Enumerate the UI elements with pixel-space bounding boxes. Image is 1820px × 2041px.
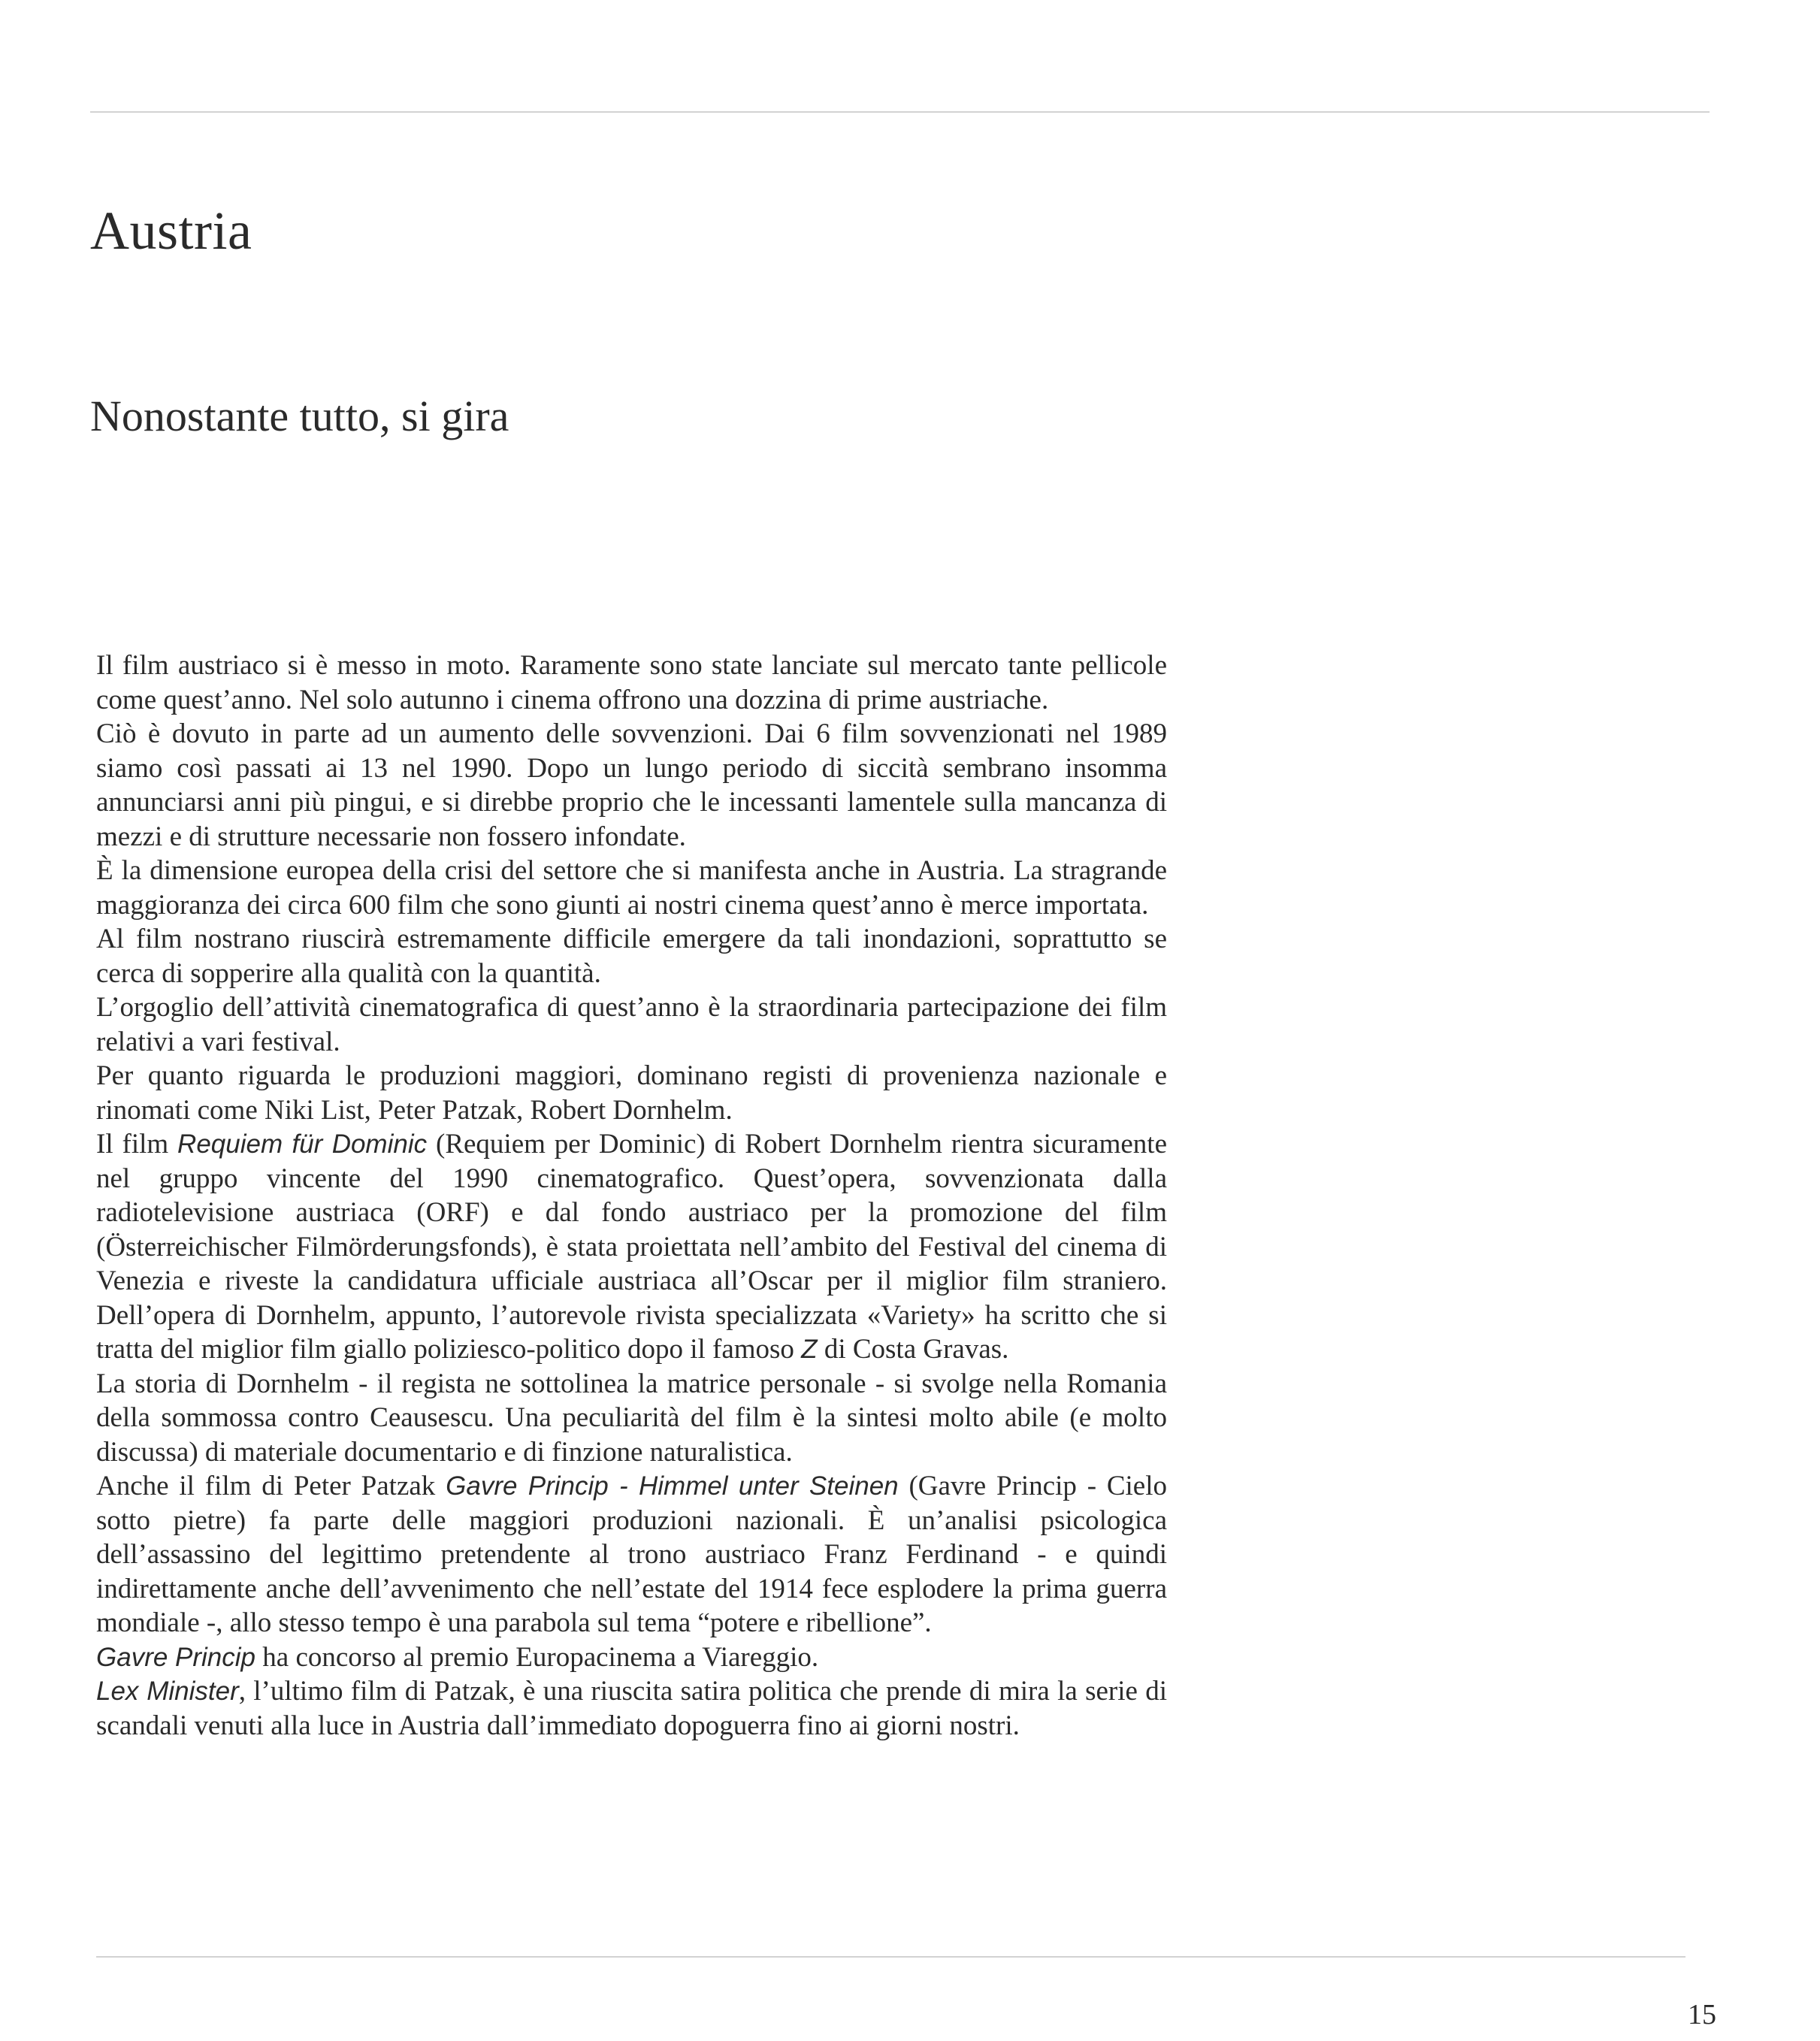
top-rule (90, 111, 1710, 113)
paragraph: Al film nostrano riuscirà estremamente difficile emergere da tali inondazioni, soprattutto se cerca di sopperire alla qualità con la quantità. (96, 924, 1167, 989)
paragraph (96, 1640, 1167, 1675)
paragraph-text: (Requiem per Dominic) di Robert Dornhelm rientra sicuramente nel gruppo vincente del 1990 cinematografico. Quest’opera, sovvenzionata dalla radiotelevisione austriaca (ORF) e dal fondo austriaco per la promozione del film (Österreichischer Filmörderungsfonds), è stata proiettata nell’ambito del Festival del cinema di Venezia e riveste la candidatura ufficiale austriaca all’Oscar per il miglior film straniero. Dell’opera di Dornhelm, appunto, l’autorevole rivista specializzata «Variety» ha scritto che si tratta del miglior film giallo poliziesco-politico dopo il famoso (96, 1129, 1167, 1365)
paragraph-text: (Gavre Princip - Cielo sotto pietre) fa parte delle maggiori produzioni nazionali. È un’analisi psicologica dell’assassino del legittimo pretendente al trono austriaco Franz Ferdinand - e quindi indirettamente anche dell’avvenimento che nell’estate del 1914 fece esplodere la prima guerra mondiale -, allo stesso tempo è una parabola sul tema “potere e ribellione”. (96, 1471, 1168, 1638)
article-body (96, 649, 1167, 1743)
paragraph-text: Anche il film di Peter Patzak (96, 1471, 446, 1501)
paragraph (96, 1469, 1167, 1640)
film-title: Z (801, 1335, 818, 1364)
paragraph: Ciò è dovuto in parte ad un aumento delle sovvenzioni. Dai 6 film sovvenzionati nel 1989 siamo così passati ai 13 nel 1990. Dopo un lungo periodo di siccità sembrano insomma annunciarsi anni più pingui, e si direbbe proprio che le incessanti lamentele sulla mancanza di mezzi e di strutture necessarie non fossero infondate. (96, 718, 1167, 852)
paragraph: È la dimensione europea della crisi del settore che si manifesta anche in Austria. La stragrande maggioranza dei circa 600 film che sono giunti ai nostri cinema quest’anno è merce importata. (96, 855, 1167, 921)
paragraph: La storia di Dornhelm - il regista ne sottolinea la matrice personale - si svolge nella Romania della sommossa contro Ceausescu. Una peculiarità del film è la sintesi molto abile (e molto discussa) di materiale documentario e di finzione naturalistica. (96, 1368, 1167, 1468)
paragraph-text: Il film (96, 1129, 178, 1160)
paragraph (96, 1127, 1167, 1367)
film-title: Requiem für Dominic (177, 1129, 428, 1159)
paragraph: L’orgoglio dell’attività cinematografica di quest’anno è la straordinaria partecipazione dei film relativi a vari festival. (96, 992, 1167, 1057)
film-title: Lex Minister (96, 1677, 239, 1706)
paragraph (96, 1674, 1167, 1743)
article-subtitle: Nonostante tutto, si gira (90, 392, 509, 440)
film-title: Gavre Princip (96, 1642, 256, 1672)
bottom-rule (96, 1956, 1685, 1958)
paragraph: Per quanto riguarda le produzioni maggiori, dominano registi di provenienza nazionale e rinomati come Niki List, Peter Patzak, Robert Dornhelm. (96, 1060, 1167, 1126)
paragraph-text: , l’ultimo film di Patzak, è una riuscita satira politica che prende di mira la serie di scandali venuti alla luce in Austria dall’immediato dopoguerra fino ai giorni nostri. (96, 1676, 1167, 1741)
film-title: Gavre Princip - Himmel unter Steinen (446, 1471, 899, 1501)
paragraph: Il film austriaco si è messo in moto. Raramente sono state lanciate sul mercato tante pellicole come quest’anno. Nel solo autunno i cinema offrono una dozzina di prime austriache. (96, 650, 1167, 715)
paragraph-text: ha concorso al premio Europacinema a Viareggio. (255, 1641, 819, 1673)
page-number: 15 (1688, 1999, 1716, 2030)
page-title: Austria (90, 201, 252, 261)
paragraph-text: di Costa Gravas. (817, 1334, 1009, 1365)
